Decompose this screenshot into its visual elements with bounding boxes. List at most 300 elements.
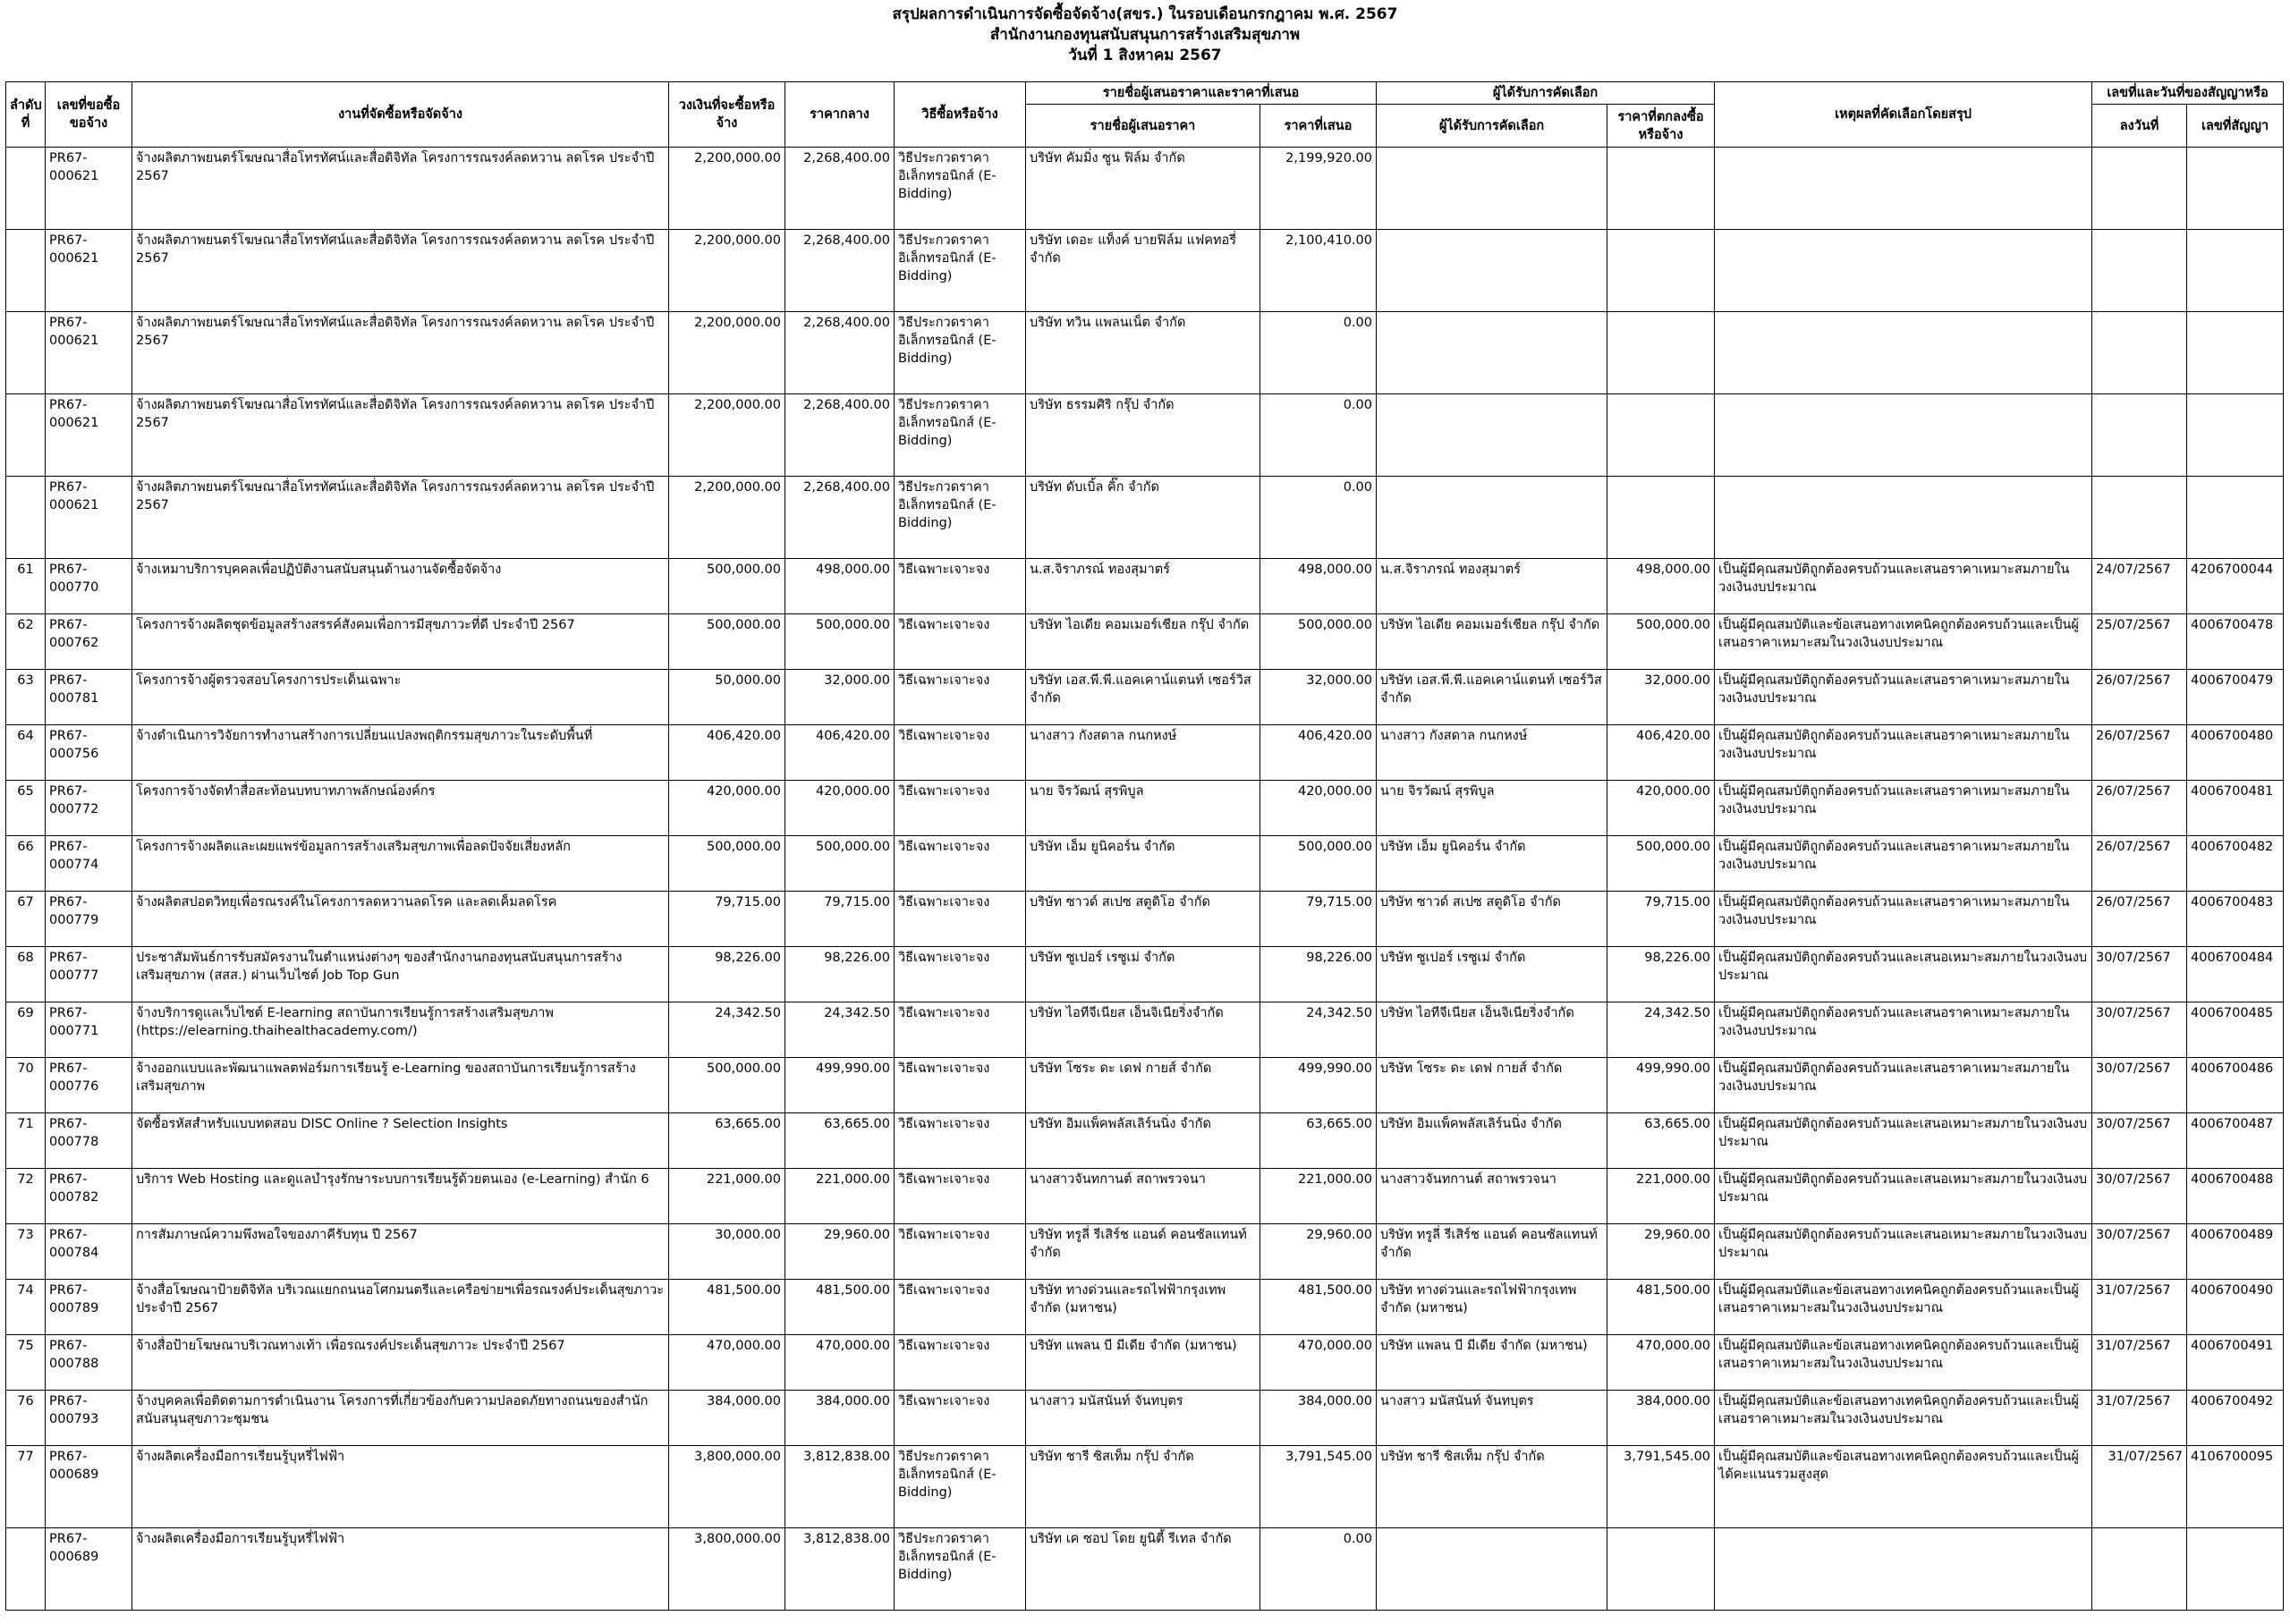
cell-contract-date: 26/07/2567 xyxy=(2092,781,2187,836)
cell-bid-price: 406,420.00 xyxy=(1260,725,1377,781)
cell-contract-date: 30/07/2567 xyxy=(2092,1002,2187,1058)
cell-agreed-price: 3,791,545.00 xyxy=(1607,1446,1715,1528)
cell-contract-number: 4006700478 xyxy=(2187,614,2284,670)
cell-bid-price: 420,000.00 xyxy=(1260,781,1377,836)
cell-contract-date: 26/07/2567 xyxy=(2092,892,2187,947)
col-bid-price: ราคาที่เสนอ xyxy=(1260,105,1377,148)
cell-bidder-name: บริษัท คัมมิ่ง ซูน ฟิล์ม จำกัด xyxy=(1026,148,1260,230)
cell-bid-price: 384,000.00 xyxy=(1260,1391,1377,1446)
col-method: วิธีซื้อหรือจ้าง xyxy=(895,82,1026,148)
table-row xyxy=(6,230,2284,312)
cell-bid-price: 32,000.00 xyxy=(1260,670,1377,725)
cell-seq xyxy=(6,394,46,477)
cell-method: วิธีเฉพาะเจาะจง xyxy=(895,1169,1026,1224)
cell-reason: เป็นผู้มีคุณสมบัติถูกต้องครบถ้วนและเสนอเหมาะสมภายในวงเงินงบประมาณ xyxy=(1715,947,2092,1002)
cell-reason xyxy=(1715,1528,2092,1611)
cell-selected-name: บริษัท โซระ ดะ เดฟ กายส์ จำกัด xyxy=(1377,1058,1607,1113)
cell-work: จ้างผลิตภาพยนตร์โฆษณาสื่อโทรทัศน์และสื่อดิจิทัล โครงการรณรงค์ลดหวาน ลดโรค ประจำปี 2567 xyxy=(132,148,669,230)
cell-bid-price: 498,000.00 xyxy=(1260,559,1377,614)
cell-contract-number: 4006700479 xyxy=(2187,670,2284,725)
cell-median-price: 500,000.00 xyxy=(785,614,895,670)
cell-seq: 63 xyxy=(6,670,46,725)
table-row xyxy=(6,670,2284,725)
cell-work: จ้างสื่อป้ายโฆษณาบริเวณทางเท้า เพื่อรณรงค์ประเด็นสุขภาวะ ประจำปี 2567 xyxy=(132,1335,669,1391)
table-row xyxy=(6,477,2284,559)
report-header xyxy=(0,0,2290,66)
cell-bid-price: 470,000.00 xyxy=(1260,1335,1377,1391)
cell-work: จ้างเหมาบริการบุคคลเพื่อปฏิบัติงานสนับสนุนด้านงานจัดซื้อจัดจ้าง xyxy=(132,559,669,614)
cell-reason: เป็นผู้มีคุณสมบัติถูกต้องครบถ้วนและเสนอราคาเหมาะสมภายในวงเงินงบประมาณ xyxy=(1715,1002,2092,1058)
cell-reason: เป็นผู้มีคุณสมบัติถูกต้องครบถ้วนและเสนอเหมาะสมภายในวงเงินงบประมาณ xyxy=(1715,1169,2092,1224)
cell-bidder-name: นางสาวจันทกานต์ สถาพรวจนา xyxy=(1026,1169,1260,1224)
cell-contract-date: 31/07/2567 xyxy=(2092,1280,2187,1335)
cell-method: วิธีเฉพาะเจาะจง xyxy=(895,781,1026,836)
cell-seq: 68 xyxy=(6,947,46,1002)
cell-selected-name xyxy=(1377,394,1607,477)
col-group-selected: ผู้ได้รับการคัดเลือก xyxy=(1377,82,1715,105)
table-row xyxy=(6,1446,2284,1528)
cell-seq: 75 xyxy=(6,1335,46,1391)
cell-work: การสัมภาษณ์ความพึงพอใจของภาคีรับทุน ปี 2567 xyxy=(132,1224,669,1280)
table-row xyxy=(6,892,2284,947)
cell-bid-price: 24,342.50 xyxy=(1260,1002,1377,1058)
col-selected-name: ผู้ได้รับการคัดเลือก xyxy=(1377,105,1607,148)
cell-reason: เป็นผู้มีคุณสมบัติถูกต้องครบถ้วนและเสนอเหมาะสมภายในวงเงินงบประมาณ xyxy=(1715,1224,2092,1280)
cell-contract-number: 4106700095 xyxy=(2187,1446,2284,1528)
cell-method: วิธีเฉพาะเจาะจง xyxy=(895,1058,1026,1113)
cell-selected-name xyxy=(1377,312,1607,394)
cell-agreed-price xyxy=(1607,148,1715,230)
col-median-price: ราคากลาง xyxy=(785,82,895,148)
table-row xyxy=(6,1058,2284,1113)
cell-work: โครงการจ้างผลิตและเผยแพร่ข้อมูลการสร้างเสริมสุขภาพเพื่อลดปัจจัยเสี่ยงหลัก xyxy=(132,836,669,892)
cell-work: จ้างผลิตสปอตวิทยุเพื่อรณรงค์ในโครงการลดหวานลดโรค และลดเค็มลดโรค xyxy=(132,892,669,947)
cell-contract-number: 4206700044 xyxy=(2187,559,2284,614)
cell-work: จ้างผลิตเครื่องมือการเรียนรู้บุหรี่ไฟฟ้า xyxy=(132,1446,669,1528)
cell-budget: 2,200,000.00 xyxy=(669,477,785,559)
cell-method: วิธีประกวดราคาอิเล็กทรอนิกส์ (E-Bidding) xyxy=(895,312,1026,394)
cell-contract-number: 4006700492 xyxy=(2187,1391,2284,1446)
table-row xyxy=(6,394,2284,477)
cell-contract-date xyxy=(2092,312,2187,394)
cell-bid-price: 0.00 xyxy=(1260,312,1377,394)
col-work: งานที่จัดซื้อหรือจัดจ้าง xyxy=(132,82,669,148)
col-agreed-price: ราคาที่ตกลงซื้อหรือจ้าง xyxy=(1607,105,1715,148)
cell-agreed-price: 32,000.00 xyxy=(1607,670,1715,725)
cell-method: วิธีประกวดราคาอิเล็กทรอนิกส์ (E-Bidding) xyxy=(895,148,1026,230)
cell-pr-number: PR67-000781 xyxy=(46,670,132,725)
cell-pr-number: PR67-000778 xyxy=(46,1113,132,1169)
cell-work: จ้างบุคคลเพื่อติดตามการดำเนินงาน โครงการที่เกี่ยวข้องกับความปลอดภัยทางถนนของสำนักสนับสนุนสุขภาวะชุมชน xyxy=(132,1391,669,1446)
cell-work: จ้างออกแบบและพัฒนาแพลตฟอร์มการเรียนรู้ e-Learning ของสถาบันการเรียนรู้การสร้างเสริมสุขภาพ xyxy=(132,1058,669,1113)
cell-reason xyxy=(1715,148,2092,230)
cell-contract-date xyxy=(2092,230,2187,312)
table-row xyxy=(6,947,2284,1002)
cell-median-price: 470,000.00 xyxy=(785,1335,895,1391)
cell-bidder-name: นาย จิรวัฒน์ สุรพิบูล xyxy=(1026,781,1260,836)
cell-agreed-price: 500,000.00 xyxy=(1607,614,1715,670)
cell-seq: 76 xyxy=(6,1391,46,1446)
cell-reason xyxy=(1715,312,2092,394)
cell-bidder-name: บริษัท ดับเบิ้ล คิ๊ก จำกัด xyxy=(1026,477,1260,559)
cell-contract-date: 31/07/2567 xyxy=(2092,1391,2187,1446)
cell-median-price: 2,268,400.00 xyxy=(785,312,895,394)
table-row xyxy=(6,1113,2284,1169)
cell-bidder-name: บริษัท ไอเดีย คอมเมอร์เชียล กรุ๊ป จำกัด xyxy=(1026,614,1260,670)
organization-name: สำนักงานกองทุนสนับสนุนการสร้างเสริมสุขภาพ xyxy=(989,26,1301,44)
cell-method: วิธีเฉพาะเจาะจง xyxy=(895,614,1026,670)
cell-agreed-price xyxy=(1607,477,1715,559)
table-row xyxy=(6,614,2284,670)
cell-selected-name: บริษัท ซูเปอร์ เรซูเม่ จำกัด xyxy=(1377,947,1607,1002)
cell-seq: 69 xyxy=(6,1002,46,1058)
cell-pr-number: PR67-000777 xyxy=(46,947,132,1002)
col-group-contract: เลขที่และวันที่ของสัญญาหรือ xyxy=(2092,82,2284,105)
cell-seq xyxy=(6,312,46,394)
cell-seq: 72 xyxy=(6,1169,46,1224)
cell-median-price: 24,342.50 xyxy=(785,1002,895,1058)
cell-agreed-price: 29,960.00 xyxy=(1607,1224,1715,1280)
cell-agreed-price xyxy=(1607,230,1715,312)
cell-budget: 500,000.00 xyxy=(669,836,785,892)
cell-selected-name: น.ส.จิราภรณ์ ทองสุมาตร์ xyxy=(1377,559,1607,614)
cell-work: โครงการจ้างผลิตชุดข้อมูลสร้างสรรค์สังคมเพื่อการมีสุขภาวะที่ดี ประจำปี 2567 xyxy=(132,614,669,670)
table-row xyxy=(6,781,2284,836)
cell-bidder-name: นางสาว มนัสนันท์ จันทบุตร xyxy=(1026,1391,1260,1446)
cell-agreed-price: 98,226.00 xyxy=(1607,947,1715,1002)
cell-selected-name: บริษัท เอส.พี.พี.แอคเคาน์แตนท์ เซอร์วิส จำกัด xyxy=(1377,670,1607,725)
cell-contract-date: 30/07/2567 xyxy=(2092,947,2187,1002)
cell-bidder-name: นางสาว กังสดาล กนกหงษ์ xyxy=(1026,725,1260,781)
cell-reason: เป็นผู้มีคุณสมบัติและข้อเสนอทางเทคนิคถูกต้องครบถ้วนและเป็นผู้เสนอราคาเหมาะสมในวงเงินงบประมาณ xyxy=(1715,614,2092,670)
cell-bid-price: 3,791,545.00 xyxy=(1260,1446,1377,1528)
cell-bid-price: 29,960.00 xyxy=(1260,1224,1377,1280)
table-row xyxy=(6,1335,2284,1391)
cell-method: วิธีเฉพาะเจาะจง xyxy=(895,725,1026,781)
cell-bidder-name: บริษัท เอส.พี.พี.แอคเคาน์แตนท์ เซอร์วิส จำกัด xyxy=(1026,670,1260,725)
col-bidder-name: รายชื่อผู้เสนอราคา xyxy=(1026,105,1260,148)
cell-seq: 73 xyxy=(6,1224,46,1280)
cell-budget: 50,000.00 xyxy=(669,670,785,725)
cell-selected-name xyxy=(1377,1528,1607,1611)
cell-seq xyxy=(6,477,46,559)
cell-method: วิธีเฉพาะเจาะจง xyxy=(895,1335,1026,1391)
cell-reason: เป็นผู้มีคุณสมบัติถูกต้องครบถ้วนและเสนอราคาเหมาะสมภายในวงเงินงบประมาณ xyxy=(1715,559,2092,614)
cell-budget: 63,665.00 xyxy=(669,1113,785,1169)
cell-work: จัดซื้อรหัสสำหรับแบบทดสอบ DISC Online ? Selection Insights xyxy=(132,1113,669,1169)
cell-reason: เป็นผู้มีคุณสมบัติถูกต้องครบถ้วนและเสนอราคาเหมาะสมภายในวงเงินงบประมาณ xyxy=(1715,781,2092,836)
cell-median-price: 29,960.00 xyxy=(785,1224,895,1280)
cell-seq: 66 xyxy=(6,836,46,892)
cell-budget: 500,000.00 xyxy=(669,614,785,670)
cell-pr-number: PR67-000621 xyxy=(46,394,132,477)
cell-selected-name xyxy=(1377,477,1607,559)
cell-selected-name: บริษัท แพลน บี มีเดีย จำกัด (มหาชน) xyxy=(1377,1335,1607,1391)
cell-contract-number: 4006700481 xyxy=(2187,781,2284,836)
cell-selected-name xyxy=(1377,230,1607,312)
cell-bid-price: 2,199,920.00 xyxy=(1260,148,1377,230)
cell-work: จ้างบริการดูแลเว็บไซต์ E-learning สถาบันการเรียนรู้การสร้างเสริมสุขภาพ (https://elearning.thaihealthacademy.com/) xyxy=(132,1002,669,1058)
cell-contract-date: 26/07/2567 xyxy=(2092,836,2187,892)
cell-bidder-name: บริษัท แพลน บี มีเดีย จำกัด (มหาชน) xyxy=(1026,1335,1260,1391)
cell-bidder-name: บริษัท ธรรมศิริ กรุ๊ป จำกัด xyxy=(1026,394,1260,477)
cell-bidder-name: บริษัท ทวิน แพลนเน็ต จำกัด xyxy=(1026,312,1260,394)
cell-agreed-price: 24,342.50 xyxy=(1607,1002,1715,1058)
cell-reason: เป็นผู้มีคุณสมบัติถูกต้องครบถ้วนและเสนอราคาเหมาะสมภายในวงเงินงบประมาณ xyxy=(1715,892,2092,947)
cell-contract-date: 30/07/2567 xyxy=(2092,1224,2187,1280)
cell-contract-date: 25/07/2567 xyxy=(2092,614,2187,670)
cell-method: วิธีเฉพาะเจาะจง xyxy=(895,836,1026,892)
cell-method: วิธีเฉพาะเจาะจง xyxy=(895,1113,1026,1169)
cell-contract-number: 4006700486 xyxy=(2187,1058,2284,1113)
cell-pr-number: PR67-000782 xyxy=(46,1169,132,1224)
cell-bid-price: 499,990.00 xyxy=(1260,1058,1377,1113)
cell-bid-price: 0.00 xyxy=(1260,394,1377,477)
cell-reason: เป็นผู้มีคุณสมบัติถูกต้องครบถ้วนและเสนอราคาเหมาะสมภายในวงเงินงบประมาณ xyxy=(1715,836,2092,892)
cell-work: จ้างผลิตภาพยนตร์โฆษณาสื่อโทรทัศน์และสื่อดิจิทัล โครงการรณรงค์ลดหวาน ลดโรค ประจำปี 2567 xyxy=(132,230,669,312)
table-row xyxy=(6,1169,2284,1224)
cell-reason xyxy=(1715,394,2092,477)
cell-contract-number xyxy=(2187,394,2284,477)
cell-contract-date xyxy=(2092,148,2187,230)
col-budget: วงเงินที่จะซื้อหรือจ้าง xyxy=(669,82,785,148)
cell-selected-name: บริษัท ซาวด์ สเปซ สตูดิโอ จำกัด xyxy=(1377,892,1607,947)
cell-budget: 2,200,000.00 xyxy=(669,148,785,230)
cell-median-price: 63,665.00 xyxy=(785,1113,895,1169)
cell-budget: 98,226.00 xyxy=(669,947,785,1002)
table-row xyxy=(6,559,2284,614)
cell-work: โครงการจ้างผู้ตรวจสอบโครงการประเด็นเฉพาะ xyxy=(132,670,669,725)
cell-contract-date xyxy=(2092,394,2187,477)
cell-work: จ้างสื่อโฆษณาป้ายดิจิทัล บริเวณแยกถนนอโศกมนตรีและเครือข่ายฯเพื่อรณรงค์ประเด็นสุขภาวะ ประจำปี 2567 xyxy=(132,1280,669,1335)
cell-method: วิธีประกวดราคาอิเล็กทรอนิกส์ (E-Bidding) xyxy=(895,477,1026,559)
cell-contract-date: 31/07/2567 xyxy=(2092,1446,2187,1528)
cell-bidder-name: บริษัท อิมแพ็คพลัสเลิร์นนิ่ง จำกัด xyxy=(1026,1113,1260,1169)
cell-pr-number: PR67-000772 xyxy=(46,781,132,836)
cell-pr-number: PR67-000621 xyxy=(46,312,132,394)
cell-median-price: 420,000.00 xyxy=(785,781,895,836)
cell-median-price: 406,420.00 xyxy=(785,725,895,781)
cell-agreed-price: 498,000.00 xyxy=(1607,559,1715,614)
cell-median-price: 481,500.00 xyxy=(785,1280,895,1335)
col-reason: เหตุผลที่คัดเลือกโดยสรุป xyxy=(1715,82,2092,148)
cell-selected-name: นางสาว กังสดาล กนกหงษ์ xyxy=(1377,725,1607,781)
cell-seq: 70 xyxy=(6,1058,46,1113)
cell-median-price: 2,268,400.00 xyxy=(785,477,895,559)
cell-contract-number xyxy=(2187,1528,2284,1611)
cell-contract-number xyxy=(2187,477,2284,559)
cell-bidder-name: บริษัท ทรูลี่ รีเสิร์ช แอนด์ คอนซัลแทนท์ จำกัด xyxy=(1026,1224,1260,1280)
cell-agreed-price: 481,500.00 xyxy=(1607,1280,1715,1335)
cell-bid-price: 221,000.00 xyxy=(1260,1169,1377,1224)
cell-reason xyxy=(1715,477,2092,559)
cell-agreed-price: 63,665.00 xyxy=(1607,1113,1715,1169)
cell-reason: เป็นผู้มีคุณสมบัติถูกต้องครบถ้วนและเสนอเหมาะสมภายในวงเงินงบประมาณ xyxy=(1715,1113,2092,1169)
cell-seq: 64 xyxy=(6,725,46,781)
cell-reason xyxy=(1715,230,2092,312)
cell-contract-date: 26/07/2567 xyxy=(2092,725,2187,781)
table-row xyxy=(6,725,2284,781)
cell-selected-name xyxy=(1377,148,1607,230)
cell-reason: เป็นผู้มีคุณสมบัติถูกต้องครบถ้วนและเสนอราคาเหมาะสมภายในวงเงินงบประมาณ xyxy=(1715,725,2092,781)
cell-selected-name: นางสาวจันทกานต์ สถาพรวจนา xyxy=(1377,1169,1607,1224)
cell-contract-number: 4006700483 xyxy=(2187,892,2284,947)
cell-median-price: 79,715.00 xyxy=(785,892,895,947)
cell-seq: 71 xyxy=(6,1113,46,1169)
cell-reason: เป็นผู้มีคุณสมบัติและข้อเสนอทางเทคนิคถูกต้องครบถ้วนและเป็นผู้เสนอราคาเหมาะสมในวงเงินงบประมาณ xyxy=(1715,1391,2092,1446)
cell-median-price: 32,000.00 xyxy=(785,670,895,725)
cell-seq: 67 xyxy=(6,892,46,947)
cell-pr-number: PR67-000793 xyxy=(46,1391,132,1446)
cell-contract-date: 30/07/2567 xyxy=(2092,1058,2187,1113)
cell-agreed-price: 406,420.00 xyxy=(1607,725,1715,781)
cell-method: วิธีเฉพาะเจาะจง xyxy=(895,559,1026,614)
cell-bidder-name: บริษัท ไอทีจีเนียส เอ็นจิเนียริ่งจำกัด xyxy=(1026,1002,1260,1058)
cell-method: วิธีเฉพาะเจาะจง xyxy=(895,1002,1026,1058)
cell-pr-number: PR67-000788 xyxy=(46,1335,132,1391)
table-row xyxy=(6,1528,2284,1611)
cell-work: จ้างดำเนินการวิจัยการทำงานสร้างการเปลี่ยนแปลงพฤติกรรมสุขภาวะในระดับพื้นที่ xyxy=(132,725,669,781)
cell-median-price: 2,268,400.00 xyxy=(785,148,895,230)
cell-reason: เป็นผู้มีคุณสมบัติถูกต้องครบถ้วนและเสนอราคาเหมาะสมภายในวงเงินงบประมาณ xyxy=(1715,1058,2092,1113)
cell-agreed-price xyxy=(1607,1528,1715,1611)
cell-budget: 2,200,000.00 xyxy=(669,230,785,312)
cell-bid-price: 2,100,410.00 xyxy=(1260,230,1377,312)
cell-budget: 406,420.00 xyxy=(669,725,785,781)
cell-reason: เป็นผู้มีคุณสมบัติและข้อเสนอทางเทคนิคถูกต้องครบถ้วนและเป็นผู้เสนอราคาเหมาะสมในวงเงินงบประมาณ xyxy=(1715,1280,2092,1335)
cell-contract-date: 31/07/2567 xyxy=(2092,1335,2187,1391)
cell-contract-number: 4006700482 xyxy=(2187,836,2284,892)
cell-seq: 74 xyxy=(6,1280,46,1335)
cell-bid-price: 98,226.00 xyxy=(1260,947,1377,1002)
cell-budget: 221,000.00 xyxy=(669,1169,785,1224)
cell-contract-number: 4006700488 xyxy=(2187,1169,2284,1224)
cell-work: จ้างผลิตภาพยนตร์โฆษณาสื่อโทรทัศน์และสื่อดิจิทัล โครงการรณรงค์ลดหวาน ลดโรค ประจำปี 2567 xyxy=(132,477,669,559)
cell-median-price: 2,268,400.00 xyxy=(785,394,895,477)
cell-pr-number: PR67-000621 xyxy=(46,230,132,312)
cell-work: จ้างผลิตภาพยนตร์โฆษณาสื่อโทรทัศน์และสื่อดิจิทัล โครงการรณรงค์ลดหวาน ลดโรค ประจำปี 2567 xyxy=(132,394,669,477)
cell-median-price: 3,812,838.00 xyxy=(785,1446,895,1528)
cell-bidder-name: บริษัท เดอะ แท็งค์ บายฟิล์ม แฟคทอรี่ จำกัด xyxy=(1026,230,1260,312)
cell-bidder-name: บริษัท ทางด่วนและรถไฟฟ้ากรุงเทพ จำกัด (มหาชน) xyxy=(1026,1280,1260,1335)
cell-agreed-price: 384,000.00 xyxy=(1607,1391,1715,1446)
cell-bid-price: 500,000.00 xyxy=(1260,614,1377,670)
cell-agreed-price xyxy=(1607,394,1715,477)
cell-bid-price: 481,500.00 xyxy=(1260,1280,1377,1335)
cell-agreed-price: 470,000.00 xyxy=(1607,1335,1715,1391)
cell-reason: เป็นผู้มีคุณสมบัติถูกต้องครบถ้วนและเสนอราคาเหมาะสมภายในวงเงินงบประมาณ xyxy=(1715,670,2092,725)
cell-pr-number: PR67-000771 xyxy=(46,1002,132,1058)
cell-bid-price: 0.00 xyxy=(1260,477,1377,559)
cell-selected-name: บริษัท ไอทีจีเนียส เอ็นจิเนียริ่งจำกัด xyxy=(1377,1002,1607,1058)
col-contract-number: เลขที่สัญญา xyxy=(2187,105,2284,148)
cell-seq: 61 xyxy=(6,559,46,614)
cell-contract-date xyxy=(2092,1528,2187,1611)
cell-selected-name: บริษัท เอ็ม ยูนิคอร์น จำกัด xyxy=(1377,836,1607,892)
cell-method: วิธีประกวดราคาอิเล็กทรอนิกส์ (E-Bidding) xyxy=(895,230,1026,312)
cell-contract-date: 24/07/2567 xyxy=(2092,559,2187,614)
cell-contract-number: 4006700480 xyxy=(2187,725,2284,781)
cell-seq xyxy=(6,148,46,230)
cell-pr-number: PR67-000689 xyxy=(46,1446,132,1528)
cell-contract-number xyxy=(2187,230,2284,312)
cell-method: วิธีเฉพาะเจาะจง xyxy=(895,1391,1026,1446)
cell-median-price: 499,990.00 xyxy=(785,1058,895,1113)
procurement-table xyxy=(5,81,2284,1611)
cell-median-price: 3,812,838.00 xyxy=(785,1528,895,1611)
cell-contract-number xyxy=(2187,148,2284,230)
cell-bid-price: 79,715.00 xyxy=(1260,892,1377,947)
cell-pr-number: PR67-000689 xyxy=(46,1528,132,1611)
cell-budget: 420,000.00 xyxy=(669,781,785,836)
cell-budget: 2,200,000.00 xyxy=(669,312,785,394)
col-pr-number: เลขที่ขอซื้อขอจ้าง xyxy=(46,82,132,148)
cell-seq xyxy=(6,1528,46,1611)
cell-budget: 24,342.50 xyxy=(669,1002,785,1058)
cell-contract-number: 4006700484 xyxy=(2187,947,2284,1002)
cell-method: วิธีประกวดราคาอิเล็กทรอนิกส์ (E-Bidding) xyxy=(895,1528,1026,1611)
cell-method: วิธีเฉพาะเจาะจง xyxy=(895,892,1026,947)
cell-work: จ้างผลิตเครื่องมือการเรียนรู้บุหรี่ไฟฟ้า xyxy=(132,1528,669,1611)
cell-budget: 470,000.00 xyxy=(669,1335,785,1391)
cell-agreed-price: 79,715.00 xyxy=(1607,892,1715,947)
cell-contract-date: 30/07/2567 xyxy=(2092,1113,2187,1169)
cell-pr-number: PR67-000621 xyxy=(46,477,132,559)
cell-method: วิธีประกวดราคาอิเล็กทรอนิกส์ (E-Bidding) xyxy=(895,1446,1026,1528)
cell-agreed-price: 499,990.00 xyxy=(1607,1058,1715,1113)
col-contract-date: ลงวันที่ xyxy=(2092,105,2187,148)
cell-contract-number: 4006700485 xyxy=(2187,1002,2284,1058)
cell-contract-date xyxy=(2092,477,2187,559)
cell-budget: 3,800,000.00 xyxy=(669,1528,785,1611)
table-header xyxy=(6,82,2284,148)
cell-method: วิธีเฉพาะเจาะจง xyxy=(895,1224,1026,1280)
table-row xyxy=(6,1224,2284,1280)
cell-reason: เป็นผู้มีคุณสมบัติและข้อเสนอทางเทคนิคถูกต้องครบถ้วนและเป็นผู้ได้คะแนนรวมสูงสุด xyxy=(1715,1446,2092,1528)
cell-budget: 500,000.00 xyxy=(669,1058,785,1113)
table-row xyxy=(6,1002,2284,1058)
cell-pr-number: PR67-000770 xyxy=(46,559,132,614)
cell-seq: 77 xyxy=(6,1446,46,1528)
cell-contract-number: 4006700489 xyxy=(2187,1224,2284,1280)
cell-selected-name: บริษัท ชารี ซิสเท็ม กรุ๊ป จำกัด xyxy=(1377,1446,1607,1528)
cell-pr-number: PR67-000779 xyxy=(46,892,132,947)
report-title: สรุปผลการดำเนินการจัดซื้อจัดจ้าง(สขร.) ในรอบเดือนกรกฎาคม พ.ศ. 2567 xyxy=(892,5,1398,23)
table-row xyxy=(6,1391,2284,1446)
table-row xyxy=(6,1280,2284,1335)
cell-bidder-name: บริษัท ซูเปอร์ เรซูเม่ จำกัด xyxy=(1026,947,1260,1002)
cell-selected-name: บริษัท ไอเดีย คอมเมอร์เชียล กรุ๊ป จำกัด xyxy=(1377,614,1607,670)
cell-work: บริการ Web Hosting และดูแลบำรุงรักษาระบบการเรียนรู้ด้วยตนเอง (e-Learning) สำนัก 6 xyxy=(132,1169,669,1224)
cell-method: วิธีประกวดราคาอิเล็กทรอนิกส์ (E-Bidding) xyxy=(895,394,1026,477)
cell-median-price: 500,000.00 xyxy=(785,836,895,892)
cell-seq xyxy=(6,230,46,312)
cell-pr-number: PR67-000789 xyxy=(46,1280,132,1335)
cell-agreed-price: 500,000.00 xyxy=(1607,836,1715,892)
cell-bid-price: 500,000.00 xyxy=(1260,836,1377,892)
cell-bidder-name: น.ส.จิราภรณ์ ทองสุมาตร์ xyxy=(1026,559,1260,614)
cell-method: วิธีเฉพาะเจาะจง xyxy=(895,670,1026,725)
report-date: วันที่ 1 สิงหาคม 2567 xyxy=(1068,47,1222,64)
col-seq: ลำดับที่ xyxy=(6,82,46,148)
table-row xyxy=(6,148,2284,230)
cell-seq: 65 xyxy=(6,781,46,836)
cell-reason: เป็นผู้มีคุณสมบัติและข้อเสนอทางเทคนิคถูกต้องครบถ้วนและเป็นผู้เสนอราคาเหมาะสมในวงเงินงบประมาณ xyxy=(1715,1335,2092,1391)
cell-selected-name: นาย จิรวัฒน์ สุรพิบูล xyxy=(1377,781,1607,836)
cell-median-price: 498,000.00 xyxy=(785,559,895,614)
cell-pr-number: PR67-000774 xyxy=(46,836,132,892)
cell-contract-number xyxy=(2187,312,2284,394)
